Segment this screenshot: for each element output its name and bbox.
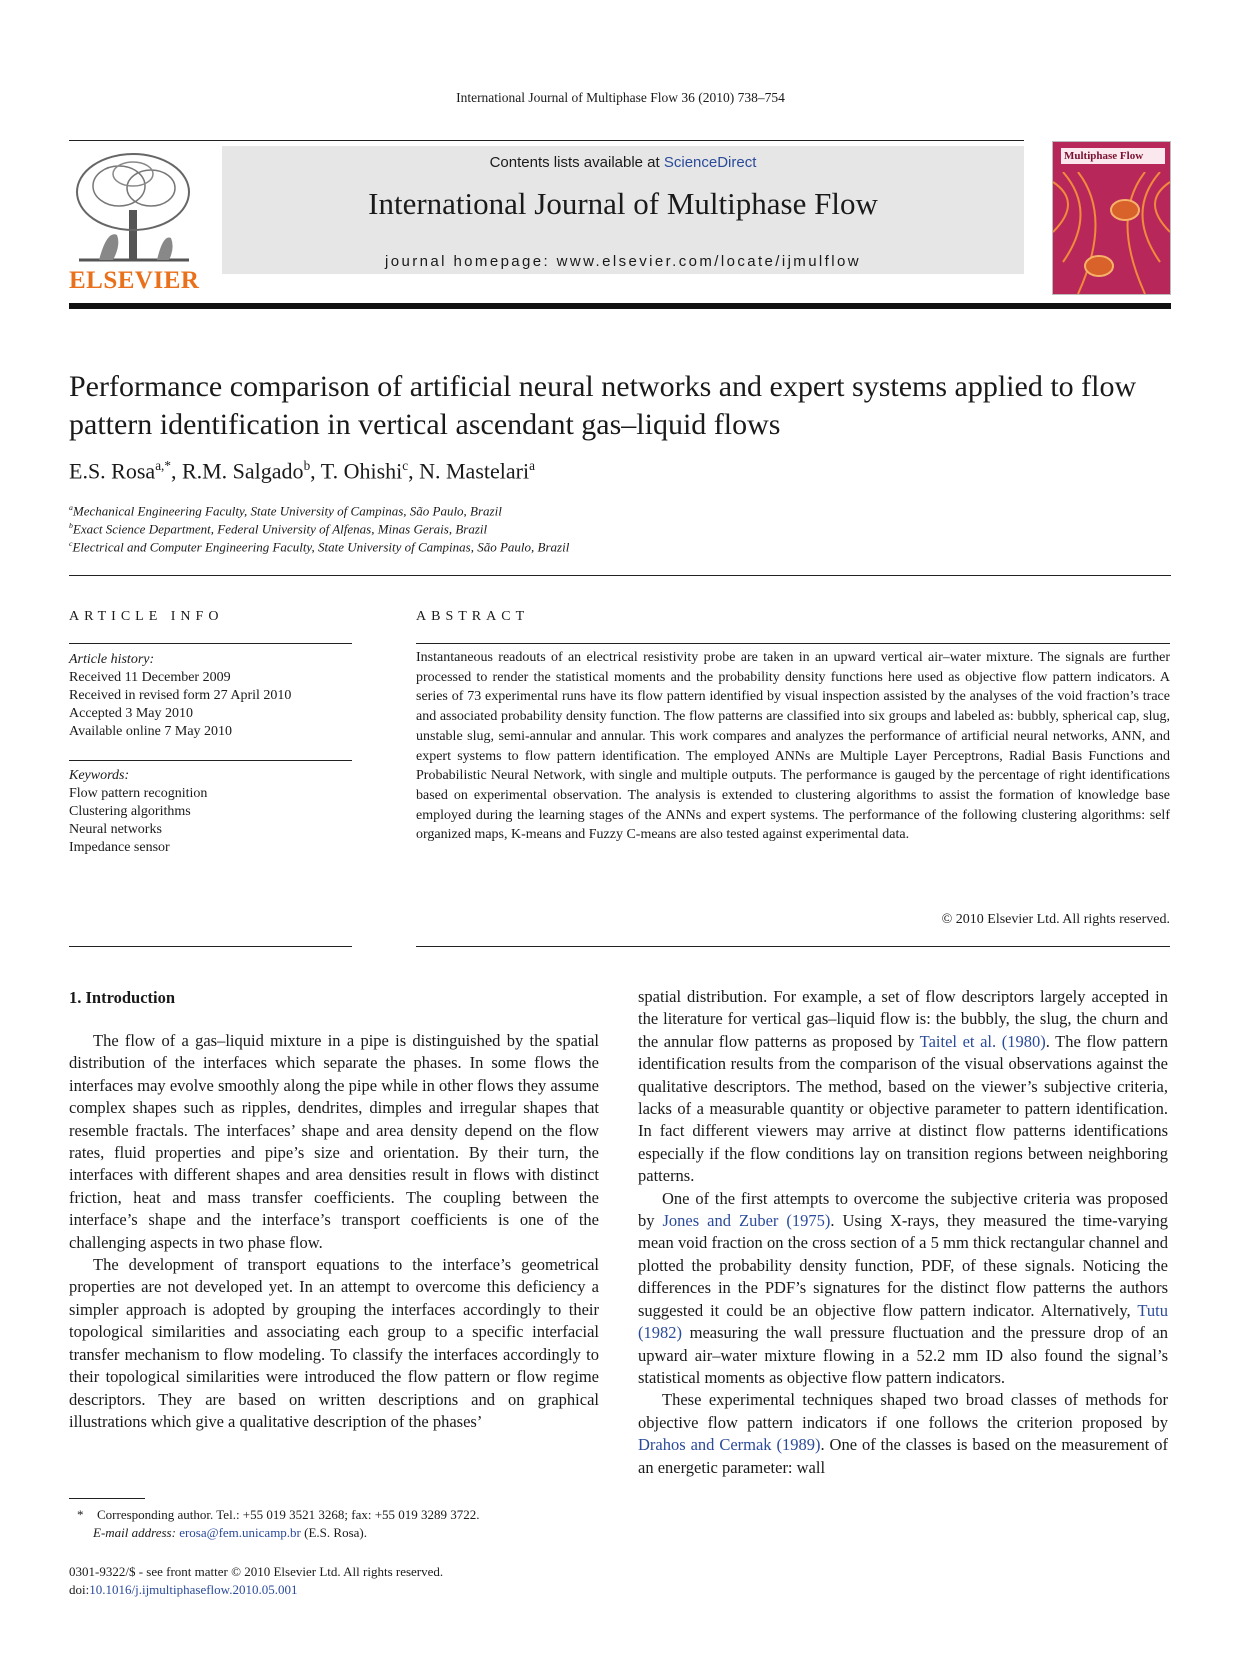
journal-homepage[interactable]: journal homepage: www.elsevier.com/locate/ijmulflow: [385, 253, 861, 270]
journal-banner: [222, 146, 1024, 274]
issn-line: 0301-9322/$ - see front matter © 2010 Elsevier Ltd. All rights reserved.: [69, 1564, 444, 1579]
footnote-rule: [69, 1498, 145, 1499]
contents-line: [222, 154, 1024, 171]
author-list: E.S. Rosa$^{a,*}$, R.M. Salgado$^b$, T. Ohishi$^c$, N. Mastelari$^a$: [69, 458, 535, 484]
doi-line: [69, 1581, 609, 1599]
text-run: These experimental techniques shaped two broad classes of methods for objective flow pattern indicators if one follows the criterion proposed by: [638, 1390, 1168, 1432]
abstract-bottom-rule: [416, 946, 1170, 947]
contents-prefix: Contents lists available at: [489, 154, 664, 171]
affiliation-mark: b: [69, 521, 73, 530]
author-name[interactable]: R.M. Salgado: [181, 458, 304, 484]
history-label: Article history:: [69, 652, 155, 667]
abstract-copyright: © 2010 Elsevier Ltd. All rights reserved.: [941, 912, 1170, 927]
citation-link[interactable]: Taitel et al. (1980): [919, 1031, 1046, 1051]
author-name[interactable]: N. Mastelari: [419, 458, 530, 484]
abstract-rule: [416, 643, 1170, 644]
affiliation-mark: c: [69, 539, 73, 548]
author-sup: b: [303, 458, 311, 473]
abstract-text: Instantaneous readouts of an electrical resistivity probe are taken in an upward vertical air–water mixture. The signals are further processed to render the statistical moments and the probability density functions here used as objective flow pattern indicators. A series of 73 experimental runs have its flow pattern identified by visual inspection assisted by the analyses of the void fraction’s trace and associated probability density function. The flow patterns are classified into six groups and labeled as: bubbly, spherical cap, slug, unstable slug, semi-annular and annular. This work compares and analyzes the performance of artificial neural networks, ANN, and expert systems to flow pattern identification. The employed ANNs are Multiple Layer Perceptrons, Radial Basis Functions and Probabilistic Neural Network, with single and multiple outputs. The performance is gauged by the percentage of right identifications based on experimental observation. The analysis is extended to clustering algorithms to assist the formation of knowledge base employed during the learning stages of the ANNs and expert systems. The performance of the following clustering algorithms: self organized maps, K-means and Fuzzy C-means are also tested against experimental data.: [416, 650, 1170, 843]
elsevier-tree-icon: [69, 150, 199, 265]
elsevier-logo: [69, 150, 199, 295]
affiliation: [69, 521, 487, 537]
affiliation-text: Electrical and Computer Engineering Faculty, State University of Campinas, São Paulo, Brazil: [72, 539, 570, 555]
affiliation-text: Mechanical Engineering Faculty, State University of Campinas, São Paulo, Brazil: [72, 503, 502, 519]
section-heading: 1. Introduction: [69, 988, 176, 1007]
history-item: Received in revised form 27 April 2010: [69, 688, 292, 703]
author-name[interactable]: T. Ohishi: [320, 458, 403, 484]
paragraph: The flow of a gas–liquid mixture in a pipe is distinguished by the spatial distribution of the interfaces which separate the phases. In some flows the interfaces may evolve smoothly along the pipe while in other flows they assume complex shapes such as ripples, dendrites, dimples and irregular shapes that resemble fractals. The interfaces’ shape and area density depend on the flow rates, fluid properties and pipe’s size and orientation. By their turn, the interfaces with different shapes and area densities result in flows with distinct friction, heat and mass transfer coefficients. The coupling between the interface’s shape and the interface’s transport coefficients is one of the challenging aspects in two phase flow.: [69, 1031, 599, 1252]
journal-name: International Journal of Multiphase Flow: [368, 186, 878, 221]
doi-link[interactable]: 10.1016/j.ijmultiphaseflow.2010.05.001: [89, 1582, 298, 1597]
text-run: . Using X-rays, they measured the time-varying mean void fraction on the cross section of a 5 mm thick rectangular channel and plotted the probability density function, PDF, of these signals. Noticing the differences in the PDF’s signatures for the distinct flow patterns the authors suggested it could be an objective flow pattern indicator. Alternatively,: [638, 1211, 1168, 1320]
text-run: . The flow pattern identification results from the comparison of the visual observations against the qualitative descriptors. The method, based on the viewer’s subjective criteria, lacks of a measurable quantity or objective parameter to pattern identification. In fact different viewers may arrive at distinct flow patterns identifications especially if the flow conditions lay on transition regions between neighboring patterns.: [638, 1031, 1169, 1186]
affiliation-rule: [69, 575, 1171, 576]
affiliation: [69, 539, 569, 555]
keyword: Impedance sensor: [69, 840, 170, 855]
email-link[interactable]: erosa@fem.unicamp.br: [179, 1525, 301, 1540]
abstract-heading: ABSTRACT: [416, 609, 530, 624]
paragraph: The development of transport equations to the interface’s geometrical properties are not developed yet. In an attempt to overcome this deficiency a simpler approach is adopted by grouping the interfaces accordingly to their topological similarities and associating each group to a specific interfacial transfer mechanism to flow modeling. To classify the interfaces accordingly to their topological similarities were introduced the flow pattern or flow regime descriptors. They are based on written descriptions and on graphical illustrations which give a qualitative description of the phases’: [69, 1255, 599, 1431]
citation-link[interactable]: Jones and Zuber (1975): [662, 1211, 831, 1231]
text-run: measuring the wall pressure fluctuation and the pressure drop of an upward air–water mixture flowing in a 52.2 mm ID also found the signal’s statistical moments as objective flow pattern indicators.: [638, 1323, 1168, 1387]
keyword: Neural networks: [69, 822, 162, 837]
footnote-text: Corresponding author. Tel.: +55 019 3521 3268; fax: +55 019 3289 3722.: [97, 1507, 480, 1522]
citation-link[interactable]: Drahos and Cermak (1989): [638, 1435, 821, 1455]
keyword: Flow pattern recognition: [69, 786, 208, 801]
article-info-heading: ARTICLE INFO: [69, 609, 224, 624]
paper-title: Performance comparison of artificial neural networks and expert systems applied to flow pattern identification in vertical ascendant gas–liquid flows: [69, 370, 1137, 441]
email-label: E-mail address:: [93, 1525, 180, 1540]
journal-cover: [1052, 141, 1171, 295]
front-matter-info: [69, 1563, 609, 1599]
footnote-line: [69, 1506, 609, 1524]
affiliation: [69, 503, 502, 519]
article-info-bottom-rule: [69, 946, 352, 947]
paragraph: [638, 986, 1168, 1188]
cover-title: Multiphase Flow: [1061, 148, 1165, 164]
running-head: International Journal of Multiphase Flow 36 (2010) 738–754: [456, 90, 785, 105]
paragraph: [638, 1389, 1168, 1479]
footnote-mark: *: [77, 1507, 84, 1522]
cover-pattern-icon: [1053, 172, 1170, 294]
sciencedirect-link[interactable]: ScienceDirect: [663, 154, 757, 171]
footnote: [69, 1506, 609, 1542]
keywords-label: Keywords:: [69, 768, 130, 783]
text-run: spatial distribution. For example, a set of flow descriptors largely accepted in the literature for vertical gas–liquid flow is: the bubbly, the slug, the churn and the annular flow patterns as proposed by: [638, 987, 1168, 1051]
header-thick-rule: [69, 303, 1171, 309]
history-item: Received 11 December 2009: [69, 670, 231, 685]
author-sup: a: [529, 458, 535, 473]
elsevier-wordmark: ELSEVIER: [69, 267, 200, 294]
article-info-rule: [69, 643, 352, 644]
text-run: One of the first attempts to overcome the subjective criteria was proposed by: [638, 1188, 1168, 1231]
email-suffix: (E.S. Rosa).: [300, 1525, 367, 1540]
affiliation-mark: a: [69, 503, 73, 512]
author-sup: a,*: [155, 458, 171, 473]
history-item: Accepted 3 May 2010: [69, 706, 194, 721]
keywords: [69, 767, 352, 857]
keyword: Clustering algorithms: [69, 804, 191, 819]
keywords-rule: [69, 760, 352, 761]
citation-link[interactable]: Tutu (1982): [638, 1300, 1168, 1343]
right-column: [638, 986, 1168, 1479]
top-rule: [69, 140, 1024, 141]
text-run: . One of the classes is based on the measurement of an energetic parameter: wall: [638, 1435, 1169, 1477]
left-column: [69, 1030, 599, 1433]
footnote-email-line: [69, 1524, 609, 1542]
history-item: Available online 7 May 2010: [69, 724, 233, 739]
author-name[interactable]: E.S. Rosa: [69, 458, 156, 484]
affiliation-text: Exact Science Department, Federal University of Alfenas, Minas Gerais, Brazil: [72, 521, 488, 537]
doi-label: doi:: [69, 1582, 90, 1597]
author-sup: c: [402, 458, 409, 473]
article-history: [69, 651, 352, 741]
paragraph: [638, 1188, 1168, 1390]
